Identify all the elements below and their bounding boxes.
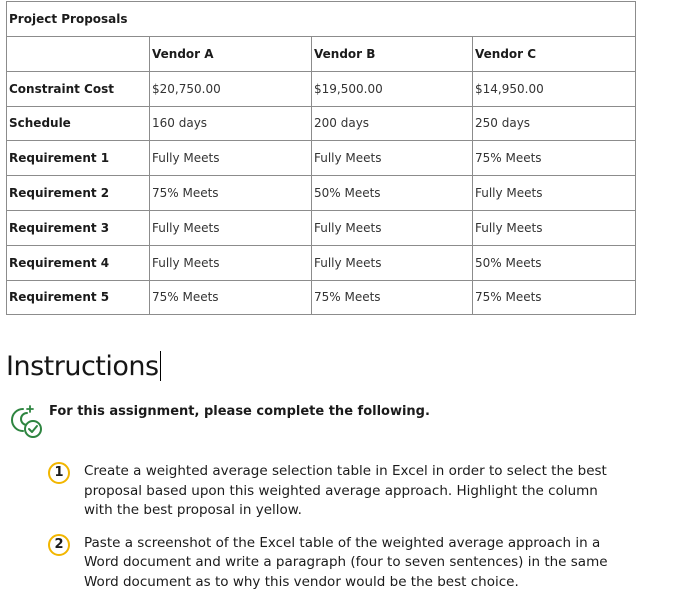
table-cell: Fully Meets [150,210,312,245]
table-row [7,210,636,245]
table-cell: 200 days [312,106,473,141]
row-label: Schedule [7,106,150,141]
table-row [7,141,636,176]
table-cell: Fully Meets [150,141,312,176]
table-row [7,71,636,106]
table-title: Project Proposals [7,2,636,37]
header-vendor-b: Vendor B [312,37,473,72]
header-vendor-c: Vendor C [473,37,636,72]
table-cell: 160 days [150,106,312,141]
project-proposals-table [6,1,636,315]
table-row [7,106,636,141]
step-number-badge: 1 [48,462,70,484]
row-label: Requirement 1 [7,141,150,176]
table-row [7,245,636,280]
instruction-steps [48,462,628,605]
table-cell: 75% Meets [312,280,473,315]
table-row [7,280,636,315]
row-label: Requirement 2 [7,176,150,211]
table-cell: $14,950.00 [473,71,636,106]
instruction-step [48,462,628,521]
table-cell: Fully Meets [312,245,473,280]
step-text: Create a weighted average selection table in Excel in order to select the best proposal based upon this weighted average approach. Highlight the column with the best proposal in yellow. [84,463,607,518]
row-label: Requirement 3 [7,210,150,245]
table-cell: 75% Meets [150,280,312,315]
assignment-intro: For this assignment, please complete the following. [49,404,430,419]
table-cell: $20,750.00 [150,71,312,106]
row-label: Constraint Cost [7,71,150,106]
instructions-heading-text: Instructions [6,351,159,382]
table-cell: Fully Meets [312,141,473,176]
assignment-check-icon [7,403,43,439]
table-row [7,176,636,211]
table-cell: 250 days [473,106,636,141]
table-title-row [7,2,636,37]
instruction-step [48,534,628,593]
instructions-heading[interactable] [6,347,161,387]
table-cell: $19,500.00 [312,71,473,106]
table-cell: Fully Meets [473,210,636,245]
table-cell: 75% Meets [473,141,636,176]
header-vendor-a: Vendor A [150,37,312,72]
header-cell-empty [7,37,150,72]
row-label: Requirement 5 [7,280,150,315]
row-label: Requirement 4 [7,245,150,280]
table-cell: 50% Meets [473,245,636,280]
table-cell: 75% Meets [150,176,312,211]
table-cell: Fully Meets [150,245,312,280]
step-number-badge: 2 [48,534,70,556]
table-header-row [7,37,636,72]
table-cell: Fully Meets [312,210,473,245]
table-cell: 50% Meets [312,176,473,211]
step-text: Paste a screenshot of the Excel table of the weighted average approach in a Word document and write a paragraph (four to seven sentences) in the same Word document as to why this vendor would be the best choice. [84,534,608,590]
table-cell: Fully Meets [473,176,636,211]
text-cursor [160,351,161,381]
table-cell: 75% Meets [473,280,636,315]
